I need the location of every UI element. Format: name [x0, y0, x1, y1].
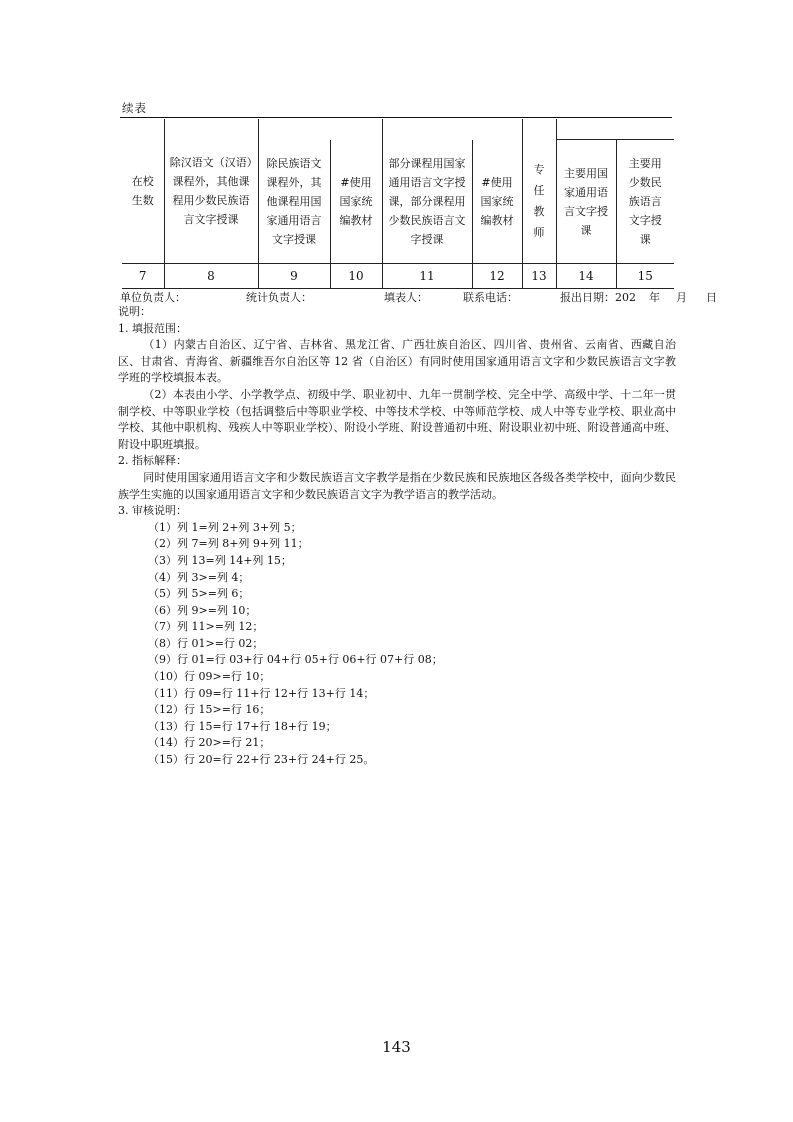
header-col-9: 除民族语文课程外，其他课程用国家通用语言文字授课 — [258, 140, 330, 264]
filler-label: 填表人： — [384, 291, 428, 304]
audit-rule: （3）列 13=列 14+列 15； — [148, 553, 292, 567]
col-number-13: 13 — [522, 264, 556, 289]
header-col-10: #使用国家统编教材 — [330, 140, 382, 264]
header-group-9-10 — [258, 119, 382, 140]
audit-rule: （11）行 09=行 11+行 12+行 13+行 14； — [148, 686, 375, 700]
audit-rule: （4）列 3>=列 4； — [148, 570, 250, 584]
audit-rule: （10）行 09>=行 10； — [148, 670, 271, 684]
stat-head-label: 统计负责人： — [246, 291, 312, 304]
header-col-7: 在校生数 — [122, 119, 164, 264]
notes-title: 说明： — [118, 305, 151, 318]
col-number-15: 15 — [616, 264, 674, 289]
statistics-table — [122, 119, 674, 289]
page-number: 143 — [382, 1038, 411, 1056]
audit-rule: （15）行 20=行 22+行 23+行 24+行 25。 — [148, 753, 375, 767]
month-label: 月 — [676, 291, 687, 304]
section-1-title: 1. 填报范围： — [118, 321, 187, 335]
header-col-15: 主要用少数民族语言文字授课 — [616, 140, 674, 264]
unit-head-label: 单位负责人： — [120, 291, 186, 304]
audit-rule: （14）行 20>=行 21； — [148, 736, 271, 750]
report-date-label: 报出日期：202 — [560, 291, 636, 304]
day-label: 日 — [706, 291, 717, 304]
audit-rule: （8）行 01>=行 02； — [148, 636, 264, 650]
audit-rule: （9）行 01=行 03+行 04+行 05+行 06+行 07+行 08； — [148, 653, 443, 667]
section-3-title: 3. 审核说明： — [118, 504, 187, 518]
header-group-11-12 — [382, 119, 522, 140]
header-group-14-15 — [556, 119, 674, 140]
header-col-11: 部分课程用国家通用语言文字授课，部分课程用少数民族语言文字授课 — [382, 140, 472, 264]
audit-rule: （12）行 15>=行 16； — [148, 703, 271, 717]
col-number-9: 9 — [258, 264, 330, 289]
section-1-para-2: （2）本表由小学、小学教学点、初级中学、职业初中、九年一贯制学校、完全中学、高级中学、十二年一贯制学校、中等职业学校（包括调整后中等职业学校、中等技术学校、中等师范学校、成人中等专业学校、职业高中学校、其他中职机构、残疾人中等职业学校）、附设小学班、附设普通初中班、附设职业初中班、附设普通高中班、附设中职班填报。 — [118, 387, 676, 451]
header-top-13 — [522, 119, 556, 140]
audit-rule: （1）列 1=列 2+列 3+列 5； — [148, 520, 302, 534]
header-col-8: 除汉语文（汉语）课程外，其他课程用少数民族语言文字授课 — [164, 119, 258, 264]
section-1-para-1: （1）内蒙古自治区、辽宁省、吉林省、黑龙江省、广西壮族自治区、四川省、贵州省、云南省、西藏自治区、甘肃省、青海省、新疆维吾尔自治区等 12 省（自治区）有同时使用国家通用语言文字和少数民族语言文字教学班的学校填报本表。 — [118, 338, 676, 385]
audit-rule: （5）列 5>=列 6； — [148, 587, 250, 601]
year-label: 年 — [649, 291, 660, 304]
col-number-8: 8 — [164, 264, 258, 289]
section-2-para-1: 同时使用国家通用语言文字和少数民族语言文字教学是指在少数民族和民族地区各级各类学校中，面向少数民族学生实施的以国家通用语言文字和少数民族语言文字为教学语言的教学活动。 — [118, 470, 676, 501]
audit-rule: （7）列 11>=列 12； — [148, 620, 264, 634]
section-2-title: 2. 指标解释： — [118, 454, 187, 468]
header-col-14: 主要用国家通用语言文字授课 — [556, 140, 616, 264]
col-number-7: 7 — [122, 264, 164, 289]
phone-label: 联系电话： — [463, 291, 518, 304]
notes-section — [118, 304, 676, 769]
col-number-11: 11 — [382, 264, 472, 289]
header-col-13: 专任教师 — [522, 140, 556, 264]
audit-rule: （2）列 7=列 8+列 9+列 11； — [148, 537, 309, 551]
table-top-rule — [120, 117, 672, 118]
table-continued-label: 续表 — [122, 101, 147, 115]
audit-rule: （6）列 9>=列 10； — [148, 603, 257, 617]
col-number-12: 12 — [472, 264, 522, 289]
col-number-14: 14 — [556, 264, 616, 289]
col-number-10: 10 — [330, 264, 382, 289]
header-col-12: #使用国家统编教材 — [472, 140, 522, 264]
audit-rule: （13）行 15=行 17+行 18+行 19； — [148, 719, 337, 733]
